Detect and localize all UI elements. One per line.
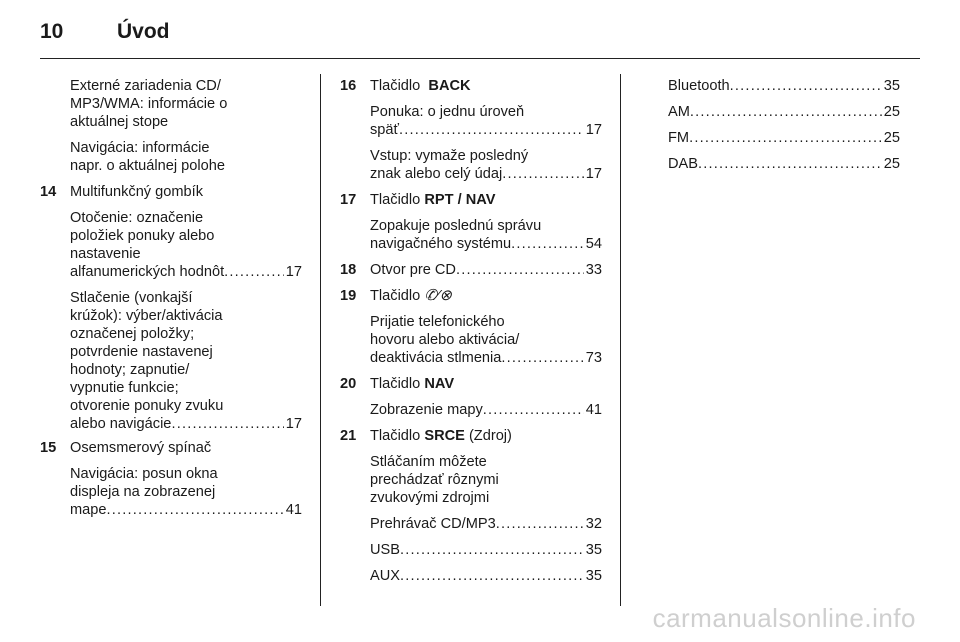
ref-label: alebo navigácie <box>70 416 172 432</box>
text-line: napr. o aktuálnej polohe <box>70 158 225 174</box>
text-line: MP3/WMA: informácie o <box>70 96 228 112</box>
ref-label: AM <box>668 104 690 120</box>
ref-label: Otvor pre CD <box>370 262 456 278</box>
entry-title <box>370 287 602 305</box>
ref-page: 33 <box>585 262 602 278</box>
ref-page: 41 <box>285 502 302 518</box>
ref-label: alfanumerických hodnôt <box>70 264 225 280</box>
ref-page: 17 <box>285 264 302 280</box>
ref-label: znak alebo celý údaj <box>370 166 503 182</box>
text-line: prechádzať rôznymi <box>370 472 499 488</box>
column-divider-2 <box>620 74 621 606</box>
title-prefix: Tlačidlo <box>370 428 425 444</box>
text-line: Stlačenie (vonkajší <box>70 290 193 306</box>
ref-page: 17 <box>585 166 602 182</box>
entry-14-press <box>70 289 302 433</box>
page-reference <box>370 515 602 533</box>
page-reference <box>668 155 900 173</box>
title-prefix: Tlačidlo <box>370 192 425 208</box>
entry-16 <box>340 77 602 183</box>
leader-dots <box>107 501 284 519</box>
page-reference <box>70 263 302 281</box>
entry-title: Multifunkčný gombík <box>70 184 204 200</box>
ref-page: 54 <box>585 236 602 252</box>
leader-dots <box>456 261 584 279</box>
leader-dots <box>698 155 882 173</box>
entry-number: 17 <box>340 192 357 208</box>
entry-20-map <box>370 401 602 419</box>
entry-number: 14 <box>40 184 57 200</box>
text-line: položiek ponuky alebo <box>70 228 215 244</box>
entry-17-repeat <box>370 217 602 253</box>
key-name: SRCE <box>424 428 465 444</box>
text-line: Zopakuje poslednú správu <box>370 218 542 234</box>
leader-dots <box>511 235 584 253</box>
leader-dots <box>690 103 882 121</box>
leader-dots <box>399 121 584 139</box>
column-divider-1 <box>320 74 321 606</box>
entry-number: 20 <box>340 376 357 392</box>
text-line: hodnoty; zapnutie/ <box>70 362 190 378</box>
text-line: Navigácia: posun okna <box>70 466 218 482</box>
entry-number: 15 <box>40 440 57 456</box>
leader-dots <box>501 349 583 367</box>
entry-number: 18 <box>340 262 357 278</box>
entry-16-menu <box>370 103 602 139</box>
ref-label: Prehrávač CD/MP3 <box>370 516 496 532</box>
ref-page: 35 <box>585 568 602 584</box>
title-suffix: (Zdroj) <box>464 428 512 444</box>
text-line: nastavenie <box>70 246 141 262</box>
leader-dots <box>689 129 882 147</box>
leader-dots <box>730 77 882 95</box>
text-line: otvorenie ponuky zvuku <box>70 398 224 414</box>
ref-label: navigačného systému <box>370 236 512 252</box>
text-line: hovoru alebo aktivácia/ <box>370 332 520 348</box>
text-line: potvrdenie nastavenej <box>70 344 213 360</box>
entry-19-call <box>370 313 602 367</box>
title-prefix: Tlačidlo <box>370 376 425 392</box>
text-line: Navigácia: informácie <box>70 140 210 156</box>
text-line: Ponuka: o jednu úroveň <box>370 104 525 120</box>
text-line: Stláčaním môžete <box>370 454 487 470</box>
text-line: zvukovými zdrojmi <box>370 490 490 506</box>
page-reference <box>370 567 602 585</box>
text-line: Vstup: vymaže posledný <box>370 148 529 164</box>
ref-label: mape <box>70 502 107 518</box>
entry-title <box>370 375 602 393</box>
page-reference <box>70 501 302 519</box>
paragraph-nav-info <box>70 139 302 175</box>
page-reference <box>370 165 602 183</box>
ref-page: 32 <box>585 516 602 532</box>
page-title: Úvod <box>117 20 170 43</box>
page-reference <box>370 401 602 419</box>
entry-14-rotation <box>70 209 302 281</box>
ref-page: 35 <box>883 78 900 94</box>
entry-19 <box>340 287 602 367</box>
leader-dots <box>483 401 584 419</box>
page-reference <box>668 129 900 147</box>
ref-label: FM <box>668 130 690 146</box>
leader-dots <box>502 165 584 183</box>
entry-18 <box>340 261 602 279</box>
entry-number: 19 <box>340 288 357 304</box>
entry-21 <box>340 427 602 585</box>
key-name: NAV <box>424 376 455 392</box>
text-line: aktuálnej stope <box>70 114 169 130</box>
text-line: displeja na zobrazenej <box>70 484 216 500</box>
header-rule <box>40 58 920 59</box>
ref-label: Bluetooth <box>668 78 730 94</box>
page-reference <box>668 103 900 121</box>
page-reference <box>370 261 602 279</box>
ref-page: 41 <box>585 402 602 418</box>
column-2 <box>340 77 602 585</box>
title-prefix: Tlačidlo <box>370 288 425 304</box>
entry-15-nav <box>70 465 302 519</box>
title-prefix: Tlačidlo <box>370 78 425 94</box>
text-line: krúžok): výber/aktivácia <box>70 308 223 324</box>
entry-20 <box>340 375 602 419</box>
entry-title <box>370 427 602 445</box>
key-name: BACK <box>428 78 471 94</box>
entry-number: 21 <box>340 428 357 444</box>
leader-dots <box>400 541 584 559</box>
entry-17 <box>340 191 602 253</box>
ref-page: 17 <box>285 416 302 432</box>
ref-label: DAB <box>668 156 699 172</box>
leader-dots <box>400 567 584 585</box>
ref-label: AUX <box>370 568 401 584</box>
ref-page: 25 <box>883 130 900 146</box>
page-reference <box>370 121 602 139</box>
page-reference <box>370 541 602 559</box>
text-line: vypnutie funkcie; <box>70 380 179 396</box>
ref-page: 73 <box>585 350 602 366</box>
page-reference <box>370 349 602 367</box>
page-reference <box>668 77 900 95</box>
entry-16-input <box>370 147 602 183</box>
ref-page: 25 <box>883 156 900 172</box>
entry-15 <box>40 439 302 519</box>
column-1 <box>40 77 302 519</box>
ref-label: USB <box>370 542 401 558</box>
entry-title <box>370 77 602 95</box>
text-line: Otočenie: označenie <box>70 210 204 226</box>
ref-label: späť <box>370 122 400 138</box>
text-line: Externé zariadenia CD/ <box>70 78 221 94</box>
entry-title <box>370 191 602 209</box>
entry-14 <box>40 183 302 433</box>
page-reference <box>70 415 302 433</box>
leader-dots <box>496 515 584 533</box>
page-reference <box>370 235 602 253</box>
phone-mute-icon: ✆⁄⊗ <box>424 287 452 304</box>
entry-title: Osemsmerový spínač <box>70 440 212 456</box>
ref-label: Zobrazenie mapy <box>370 402 483 418</box>
paragraph-cd-info <box>70 77 302 131</box>
ref-label: deaktivácia stlmenia <box>370 350 502 366</box>
ref-page: 17 <box>585 122 602 138</box>
ref-page: 35 <box>585 542 602 558</box>
page-header <box>0 14 960 54</box>
watermark: carmanualsonline.info <box>652 603 916 633</box>
page-number: 10 <box>40 20 64 43</box>
text-line: Prijatie telefonického <box>370 314 505 330</box>
entry-21-sources <box>370 453 602 507</box>
leader-dots <box>171 415 283 433</box>
column-3 <box>668 77 900 173</box>
leader-dots <box>224 263 284 281</box>
entry-number: 16 <box>340 78 357 94</box>
text-line: označenej položky; <box>70 326 195 342</box>
ref-page: 25 <box>883 104 900 120</box>
key-name: RPT / NAV <box>424 192 496 208</box>
